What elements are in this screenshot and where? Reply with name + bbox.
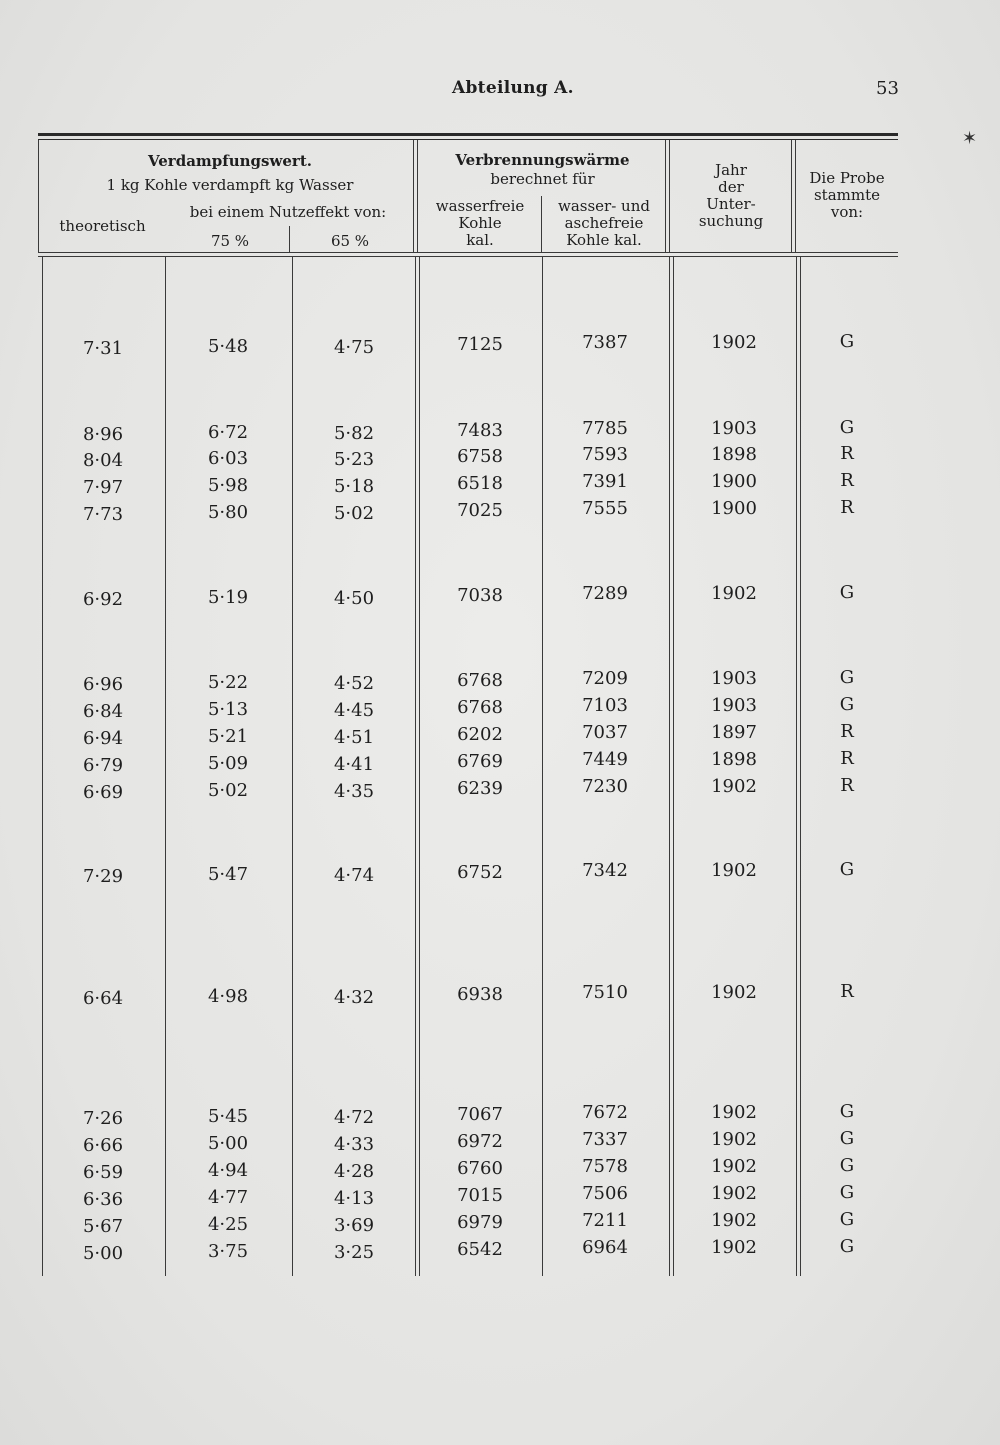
- table-cell-p65: 4·51: [333, 727, 375, 748]
- table-cell-p75: 5·98: [207, 475, 249, 496]
- table-top-rule-thin: [38, 139, 898, 140]
- table-cell-p75: 5·45: [207, 1106, 249, 1127]
- table-cell-jahr: 1900: [711, 498, 757, 519]
- table-cell-wf: 7025: [457, 500, 503, 521]
- nutzeffekt-header: bei einem Nutzeffekt von:: [189, 203, 387, 221]
- table-cell-waf: 7449: [582, 749, 628, 770]
- column-rule: [419, 256, 420, 1276]
- aschefreie-line: Kohle kal.: [566, 231, 642, 249]
- table-cell-p75: 5·13: [207, 699, 249, 720]
- table-cell-wf: 6518: [457, 473, 503, 494]
- aschefreie-line: aschefreie: [564, 214, 644, 232]
- column-rule: [415, 256, 416, 1276]
- column-rule: [673, 256, 674, 1276]
- table-cell-von: R: [840, 748, 854, 769]
- verbrennung-subtitle: berechnet für: [490, 170, 595, 188]
- table-cell-wf: 6752: [457, 862, 503, 883]
- table-cell-p75: 5·09: [207, 753, 249, 774]
- table-cell-von: G: [839, 1236, 855, 1257]
- table-cell-p65: 4·33: [333, 1134, 375, 1155]
- column-rule: [165, 256, 166, 1276]
- table-cell-p75: 5·48: [207, 336, 249, 357]
- table-cell-waf: 6964: [582, 1237, 628, 1258]
- verdampfung-subtitle: 1 kg Kohle verdampft kg Wasser: [106, 176, 354, 194]
- header-divider: [289, 226, 290, 252]
- table-cell-wf: 7038: [457, 585, 503, 606]
- table-cell-jahr: 1898: [711, 444, 757, 465]
- table-cell-p65: 3·25: [333, 1242, 375, 1263]
- table-cell-p65: 4·75: [333, 337, 375, 358]
- jahr-header: [670, 162, 792, 230]
- table-cell-p65: 4·74: [333, 865, 375, 886]
- table-cell-theo: 7·31: [82, 338, 124, 359]
- p65-header: 65 %: [330, 232, 370, 250]
- table-cell-waf: 7209: [582, 668, 628, 689]
- table-cell-theo: 5·00: [82, 1243, 124, 1264]
- table-cell-waf: 7037: [582, 722, 628, 743]
- probe-header: [797, 170, 897, 221]
- wasserfreie-line: Kohle: [458, 214, 502, 232]
- table-cell-jahr: 1903: [711, 418, 757, 439]
- header-divider: [413, 140, 414, 252]
- header-divider: [38, 140, 39, 252]
- table-cell-p65: 5·18: [333, 476, 375, 497]
- table-cell-p65: 4·35: [333, 781, 375, 802]
- table-cell-p65: 4·32: [333, 987, 375, 1008]
- table-cell-waf: 7578: [582, 1156, 628, 1177]
- table-cell-p75: 4·77: [207, 1187, 249, 1208]
- table-cell-wf: 6972: [457, 1131, 503, 1152]
- table-cell-waf: 7342: [582, 860, 628, 881]
- table-cell-p75: 5·21: [207, 726, 249, 747]
- table-cell-jahr: 1902: [711, 1237, 757, 1258]
- table-cell-von: G: [839, 417, 855, 438]
- table-cell-jahr: 1902: [711, 1129, 757, 1150]
- probe-line: stammte: [813, 186, 881, 204]
- table-cell-p65: 4·45: [333, 700, 375, 721]
- table-cell-wf: 7067: [457, 1104, 503, 1125]
- header-divider: [795, 140, 796, 252]
- table-cell-von: G: [839, 859, 855, 880]
- table-cell-theo: 6·84: [82, 701, 124, 722]
- table-cell-p65: 3·69: [333, 1215, 375, 1236]
- theoretisch-header: theoretisch: [59, 217, 146, 235]
- table-cell-theo: 6·96: [82, 674, 124, 695]
- table-cell-p65: 4·13: [333, 1188, 375, 1209]
- table-cell-p65: 5·23: [333, 449, 375, 470]
- jahr-line: suchung: [698, 212, 764, 230]
- p75-header: 75 %: [210, 232, 250, 250]
- table-cell-waf: 7230: [582, 776, 628, 797]
- table-cell-theo: 6·64: [82, 988, 124, 1009]
- table-cell-p75: 5·19: [207, 587, 249, 608]
- table-cell-von: G: [839, 582, 855, 603]
- column-rule: [669, 256, 670, 1276]
- table-cell-waf: 7555: [582, 498, 628, 519]
- table-cell-p75: 4·98: [207, 986, 249, 1007]
- table-cell-jahr: 1902: [711, 776, 757, 797]
- table-cell-von: R: [840, 497, 854, 518]
- table-cell-jahr: 1898: [711, 749, 757, 770]
- header-divider: [541, 196, 542, 252]
- table-cell-p75: 4·25: [207, 1214, 249, 1235]
- column-rule: [292, 256, 293, 1276]
- table-cell-von: R: [840, 981, 854, 1002]
- table-cell-theo: 6·66: [82, 1135, 124, 1156]
- table-cell-von: G: [839, 667, 855, 688]
- table-cell-von: R: [840, 775, 854, 796]
- table-cell-wf: 7483: [457, 420, 503, 441]
- table-cell-theo: 6·92: [82, 589, 124, 610]
- table-cell-p75: 6·72: [207, 422, 249, 443]
- table-cell-von: R: [840, 470, 854, 491]
- table-cell-p65: 4·50: [333, 588, 375, 609]
- header-divider: [665, 140, 666, 252]
- wasserfreie-line: wasserfreie: [435, 197, 525, 215]
- table-cell-waf: 7103: [582, 695, 628, 716]
- verbrennung-title: Verbrennungswärme: [455, 151, 630, 169]
- verdampfung-title: Verdampfungswert.: [148, 152, 312, 170]
- column-rule: [542, 256, 543, 1276]
- table-cell-jahr: 1902: [711, 1210, 757, 1231]
- table-cell-p75: 4·94: [207, 1160, 249, 1181]
- table-cell-p75: 5·47: [207, 864, 249, 885]
- table-cell-theo: 7·97: [82, 477, 124, 498]
- probe-line: von:: [830, 203, 864, 221]
- table-cell-von: G: [839, 1155, 855, 1176]
- table-cell-p65: 4·52: [333, 673, 375, 694]
- table-cell-wf: 6768: [457, 697, 503, 718]
- table-cell-waf: 7391: [582, 471, 628, 492]
- table-cell-wf: 6239: [457, 778, 503, 799]
- jahr-line: der: [718, 178, 744, 196]
- table-cell-wf: 6769: [457, 751, 503, 772]
- probe-line: Die Probe: [809, 169, 885, 187]
- table-cell-theo: 6·36: [82, 1189, 124, 1210]
- header-bottom-rule: [38, 252, 898, 253]
- table-cell-theo: 5·67: [82, 1216, 124, 1237]
- table-cell-waf: 7593: [582, 444, 628, 465]
- table-cell-p65: 5·82: [333, 423, 375, 444]
- table-cell-p75: 5·22: [207, 672, 249, 693]
- table-cell-jahr: 1902: [711, 982, 757, 1003]
- table-cell-von: G: [839, 694, 855, 715]
- table-cell-waf: 7510: [582, 982, 628, 1003]
- table-cell-waf: 7387: [582, 332, 628, 353]
- table-cell-wf: 6542: [457, 1239, 503, 1260]
- jahr-line: Jahr: [715, 161, 747, 179]
- table-cell-jahr: 1900: [711, 471, 757, 492]
- table-cell-jahr: 1902: [711, 1156, 757, 1177]
- table-cell-jahr: 1903: [711, 695, 757, 716]
- table-cell-waf: 7337: [582, 1129, 628, 1150]
- table-cell-von: G: [839, 1182, 855, 1203]
- aschefreie-header: [543, 198, 665, 249]
- table-cell-theo: 8·04: [82, 450, 124, 471]
- table-cell-von: G: [839, 331, 855, 352]
- table-cell-jahr: 1903: [711, 668, 757, 689]
- table-cell-p75: 3·75: [207, 1241, 249, 1262]
- table-cell-wf: 6768: [457, 670, 503, 691]
- aschefreie-line: wasser- und: [558, 197, 650, 215]
- column-rule: [42, 256, 43, 1276]
- jahr-line: Unter-: [706, 195, 756, 213]
- table-cell-waf: 7211: [582, 1210, 628, 1231]
- page-number: 53: [876, 78, 899, 99]
- table-cell-jahr: 1902: [711, 1183, 757, 1204]
- table-cell-wf: 6202: [457, 724, 503, 745]
- table-cell-jahr: 1902: [711, 583, 757, 604]
- table-cell-waf: 7785: [582, 418, 628, 439]
- table-top-rule: [38, 133, 898, 136]
- table-cell-wf: 6938: [457, 984, 503, 1005]
- table-cell-theo: 6·59: [82, 1162, 124, 1183]
- speck-mark: ✶: [962, 128, 978, 149]
- table-cell-waf: 7672: [582, 1102, 628, 1123]
- column-rule: [800, 256, 801, 1276]
- table-cell-p65: 5·02: [333, 503, 375, 524]
- table-cell-wf: 6758: [457, 446, 503, 467]
- table-cell-jahr: 1897: [711, 722, 757, 743]
- table-cell-wf: 6979: [457, 1212, 503, 1233]
- header-bottom-rule-2: [38, 256, 898, 257]
- wasserfreie-line: kal.: [466, 231, 494, 249]
- table-cell-p75: 6·03: [207, 448, 249, 469]
- table-cell-theo: 6·69: [82, 782, 124, 803]
- column-rule: [796, 256, 797, 1276]
- table-cell-wf: 6760: [457, 1158, 503, 1179]
- table-cell-jahr: 1902: [711, 332, 757, 353]
- table-cell-von: R: [840, 443, 854, 464]
- table-cell-p65: 4·41: [333, 754, 375, 775]
- table-cell-wf: 7015: [457, 1185, 503, 1206]
- running-head: Abteilung A.: [452, 78, 574, 98]
- table-cell-von: G: [839, 1101, 855, 1122]
- table-cell-von: G: [839, 1209, 855, 1230]
- header-divider: [417, 140, 418, 252]
- table-cell-p75: 5·00: [207, 1133, 249, 1154]
- table-cell-theo: 8·96: [82, 424, 124, 445]
- wasserfreie-header: [420, 198, 540, 249]
- table-cell-theo: 6·79: [82, 755, 124, 776]
- table-cell-p75: 5·02: [207, 780, 249, 801]
- table-cell-theo: 6·94: [82, 728, 124, 749]
- table-cell-von: R: [840, 721, 854, 742]
- table-cell-theo: 7·26: [82, 1108, 124, 1129]
- table-cell-waf: 7289: [582, 583, 628, 604]
- table-cell-p65: 4·28: [333, 1161, 375, 1182]
- table-cell-theo: 7·29: [82, 866, 124, 887]
- table-cell-jahr: 1902: [711, 1102, 757, 1123]
- table-cell-von: G: [839, 1128, 855, 1149]
- table-cell-waf: 7506: [582, 1183, 628, 1204]
- table-cell-theo: 7·73: [82, 504, 124, 525]
- table-cell-p65: 4·72: [333, 1107, 375, 1128]
- table-cell-p75: 5·80: [207, 502, 249, 523]
- table-cell-wf: 7125: [457, 334, 503, 355]
- table-cell-jahr: 1902: [711, 860, 757, 881]
